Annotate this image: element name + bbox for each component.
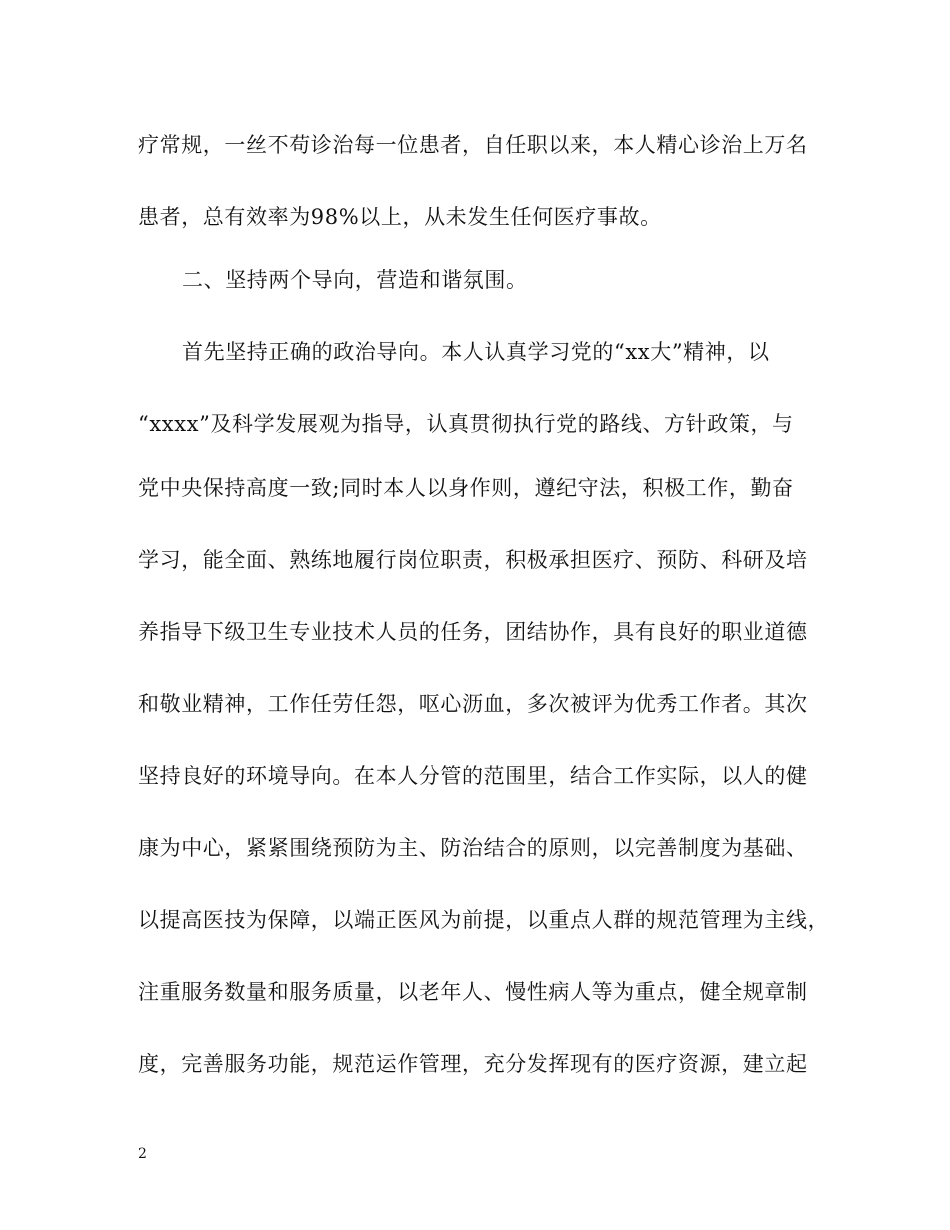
paragraph-line: 养指导下级卫生专业技术人员的任务，团结协作，具有良好的职业道德	[138, 620, 808, 644]
paragraph-line: 坚持良好的环境导向。在本人分管的范围里，结合工作实际，以人的健	[138, 764, 808, 788]
section-heading: 二、坚持两个导向，营造和谐氛围。	[182, 268, 528, 292]
paragraph-line: “xxxx”及科学发展观为指导，认真贯彻执行党的路线、方针政策，与	[138, 412, 794, 436]
paragraph-line: 度，完善服务功能，规范运作管理，充分发挥现有的医疗资源，建立起	[138, 1052, 808, 1076]
paragraph-line: 患者，总有效率为98%以上，从未发生任何医疗事故。	[138, 205, 662, 229]
page-number: 2	[138, 1146, 147, 1162]
paragraph-line: 注重服务数量和服务质量，以老年人、慢性病人等为重点，健全规章制	[138, 980, 808, 1004]
paragraph-line: 首先坚持正确的政治导向。本人认真学习党的“xx大”精神，以	[182, 340, 770, 364]
paragraph-line: 和敬业精神，工作任劳任怨，呕心沥血，多次被评为优秀工作者。其次	[138, 692, 808, 716]
paragraph-line: 以提高医技为保障，以端正医风为前提，以重点人群的规范管理为主线，	[138, 908, 830, 932]
paragraph-line: 疗常规，一丝不苟诊治每一位患者，自任职以来，本人精心诊治上万名	[138, 133, 808, 157]
paragraph-line: 党中央保持高度一致;同时本人以身作则，遵纪守法，积极工作，勤奋	[138, 476, 794, 500]
paragraph-line: 学习，能全面、熟练地履行岗位职责，积极承担医疗、预防、科研及培	[138, 548, 808, 572]
paragraph-line: 康为中心，紧紧围绕预防为主、防治结合的原则，以完善制度为基础、	[138, 836, 808, 860]
